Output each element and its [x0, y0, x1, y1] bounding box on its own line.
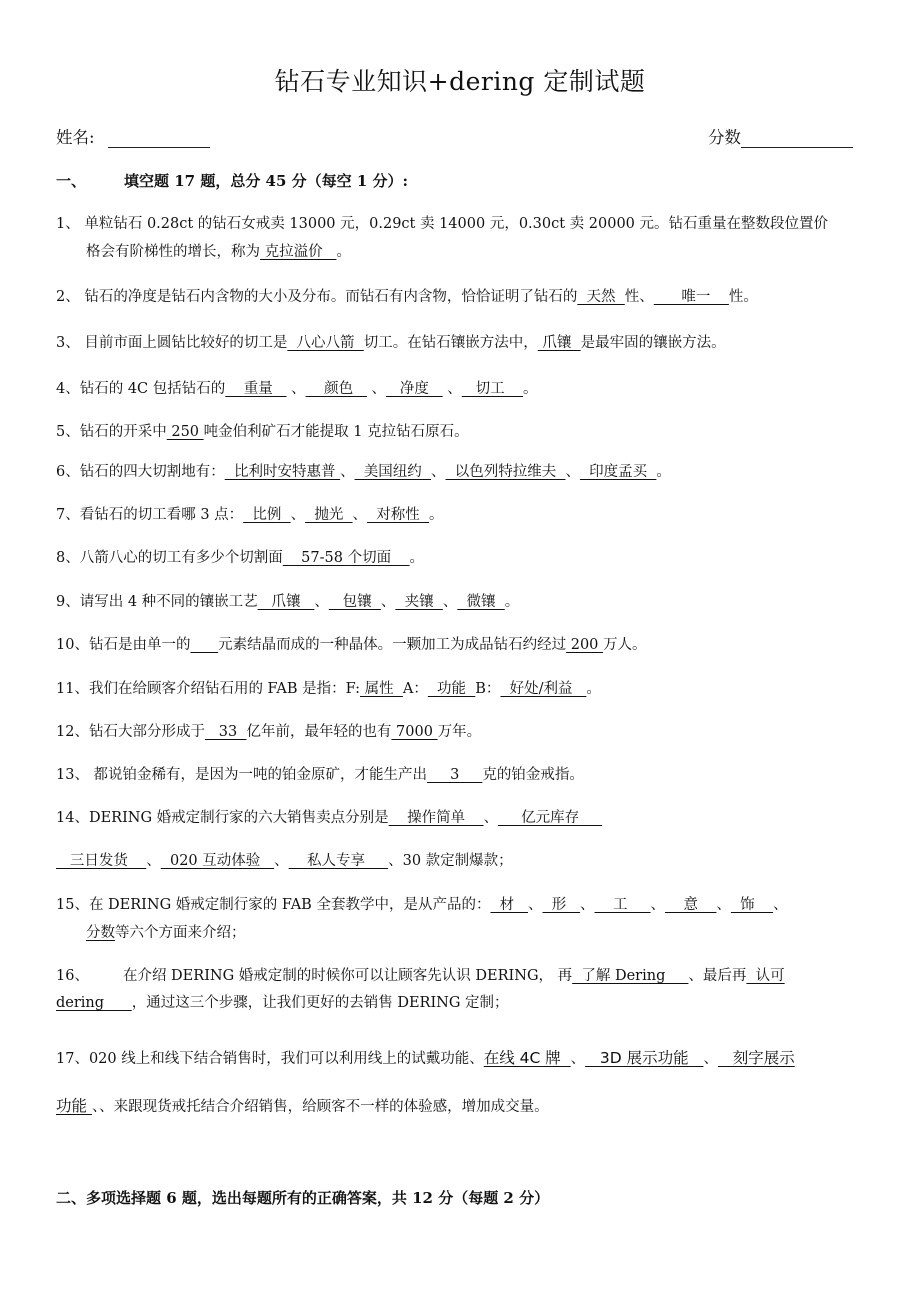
answer-4-1: 重量 [225, 381, 287, 397]
separator: 、 [286, 381, 306, 397]
answer-5-1: 250 [166, 424, 204, 440]
question-3-mid: 切工。在钻石镶嵌方法中， [363, 335, 538, 351]
answer-6-4: 印度孟买 [579, 464, 657, 480]
question-6 [56, 460, 671, 481]
score-label: 分数 [708, 128, 741, 147]
answer-12-2: 7000 [391, 724, 438, 740]
question-4 [56, 377, 538, 398]
question-13-text: 13、 都说铂金稀有，是因为一吨的铂金原矿，才能生产出 [56, 767, 428, 783]
answer-15-1: 材 [490, 897, 528, 913]
question-15-end: 等六个方面来介绍； [115, 925, 246, 941]
question-9 [56, 590, 519, 611]
answer-6-3: 以色列特拉维夫 [445, 464, 566, 480]
separator: 、 [352, 507, 368, 523]
question-15-line-2 [86, 921, 246, 942]
question-3-end: 是最牢固的镶嵌方法。 [580, 335, 726, 351]
answer-15-5: 饰 [730, 897, 774, 913]
exam-title: 钻石专业知识+dering 定制试题 [274, 67, 646, 96]
section-1-heading [56, 170, 408, 191]
answer-2-2: 唯一 [653, 289, 729, 305]
separator: 、 [340, 464, 355, 480]
question-7-text: 7、看钻石的切工看哪 3 点： [56, 507, 244, 523]
separator: 、 [380, 594, 396, 610]
name-field [56, 124, 210, 148]
question-15-text: 15、在 DERING 婚戒定制行家的 FAB 全套教学中，是从产品的： [56, 897, 491, 913]
answer-14-3: 三日发货 [56, 853, 147, 869]
answer-14-5: 私人专享 [288, 853, 389, 869]
question-14-line-1 [56, 806, 602, 827]
question-2-mid: 性、 [624, 289, 654, 305]
answer-11-2: 功能 [427, 681, 476, 697]
question-14-end: 、30 款定制爆款； [388, 853, 513, 869]
question-16-end: ，通过这三个步骤，让我们更好的去销售 DERING 定制； [131, 995, 509, 1011]
question-9-end: 。 [504, 594, 520, 610]
question-13 [56, 763, 584, 784]
question-14-text: 14、DERING 婚戒定制行家的六大销售卖点分别是 [56, 810, 389, 826]
question-17-line-1 [56, 1046, 795, 1068]
answer-13-1: 3 [427, 767, 483, 783]
question-4-end: 。 [523, 381, 538, 397]
separator: 、 [442, 594, 458, 610]
answer-4-3: 净度 [386, 381, 443, 397]
separator: 、 [650, 897, 666, 913]
separator: 、 [290, 507, 306, 523]
question-8-end: 。 [409, 550, 425, 566]
question-16-line-1 [56, 964, 785, 985]
separator: 、 [570, 1051, 586, 1067]
answer-15-2: 形 [542, 897, 581, 913]
question-9-text: 9、请写出 4 种不同的镶嵌工艺 [56, 594, 258, 610]
answer-6-1: 比利时安特惠普 [224, 464, 341, 480]
question-11-text: 11、我们在给顾客介绍钻石用的 FAB 是指：F: [56, 681, 361, 697]
question-14-line-2 [56, 849, 513, 870]
question-3 [56, 331, 726, 352]
question-2-end: 性。 [728, 289, 758, 305]
separator: 、 [716, 897, 731, 913]
question-5-end: 吨金伯利矿石才能提取 1 克拉钻石原石。 [203, 424, 469, 440]
answer-15-6: 分数 [86, 925, 115, 941]
question-10-text: 10、钻石是由单一的 [56, 637, 191, 653]
question-12 [56, 720, 481, 741]
section-2-heading: 二、多项选择题 6 题，选出每题所有的正确答案，共 12 分（每题 2 分） [56, 1189, 550, 1207]
section-1-text: 填空题 17 题，总分 45 分（每空 1 分）: [124, 172, 409, 190]
question-1-line-2 [86, 240, 351, 261]
section-1-number: 一、 [56, 172, 87, 190]
answer-17-2: 3D 展示功能 [585, 1049, 704, 1067]
separator: 、 [580, 897, 595, 913]
question-16-line-2 [56, 991, 509, 1012]
separator: 、 [565, 464, 580, 480]
question-6-end: 。 [656, 464, 671, 480]
answer-10-1 [190, 637, 218, 653]
answer-16-1: 了解 Dering [572, 968, 689, 984]
answer-10-2: 200 [566, 637, 604, 653]
separator: 、 [528, 897, 543, 913]
answer-14-1: 操作简单 [388, 810, 484, 826]
question-16-number: 16、 [56, 968, 89, 984]
question-10 [56, 633, 647, 654]
answer-11-3: 好处/利益 [500, 681, 587, 697]
question-7 [56, 503, 443, 524]
question-1-text: 1、 单粒钻石 0.28ct 的钻石女戒卖 13000 元，0.29ct 卖 14000 元，0.30ct 卖 20000 元。钻石重量在整数段位置价 [56, 216, 829, 232]
answer-7-2: 抛光 [305, 507, 353, 523]
separator: 、 [366, 381, 387, 397]
separator: 、 [442, 381, 462, 397]
answer-17-3: 刻字展示 [717, 1049, 795, 1067]
question-12-mid: 亿年前，最年轻的也有 [246, 724, 392, 740]
answer-6-2: 美国纽约 [354, 464, 431, 480]
separator: 、 [431, 464, 446, 480]
answer-4-4: 切工 [461, 381, 524, 397]
question-1-text-2: 格会有阶梯性的增长，称为 [86, 244, 260, 260]
question-11-end: 。 [586, 681, 601, 697]
answer-7-3: 对称性 [367, 507, 429, 523]
question-5 [56, 420, 469, 441]
answer-14-4: 020 互动体验 [160, 853, 275, 869]
question-11 [56, 677, 601, 698]
answer-4-2: 颜色 [305, 381, 367, 397]
name-label: 姓名: [56, 128, 95, 147]
separator: 、 [146, 853, 161, 869]
answer-16-2: 认可 [746, 968, 785, 984]
answer-17-3-cont: 功能 [56, 1097, 92, 1115]
separator: 、 [773, 897, 788, 913]
answer-9-1: 爪镶 [257, 594, 315, 610]
question-5-text: 5、钻石的开采中 [56, 424, 167, 440]
answer-3-2: 爪镶 [537, 335, 581, 351]
question-1-end: 。 [336, 244, 351, 260]
question-6-text: 6、钻石的四大切割地有： [56, 464, 225, 480]
question-1-line-1 [56, 212, 828, 233]
question-12-text: 12、钻石大部分形成于 [56, 724, 205, 740]
score-field [708, 124, 853, 148]
question-16-text: 在介绍 DERING 婚戒定制的时候你可以让顾客先认识 DERING， 再 [122, 968, 573, 984]
question-2 [56, 285, 758, 306]
question-15-line-1 [56, 893, 788, 914]
question-16-mid: 、最后再 [688, 968, 747, 984]
answer-3-1: 八心八箭 [287, 335, 364, 351]
answer-1-1: 克拉溢价 [260, 244, 337, 260]
question-12-end: 万年。 [437, 724, 482, 740]
separator: 、 [703, 1051, 718, 1067]
question-17-text: 17、020 线上和线下结合销售时，我们可以利用线上的试戴功能、 [56, 1051, 484, 1067]
answer-17-1: 在线 4C 牌 [483, 1049, 571, 1067]
score-blank[interactable] [741, 128, 853, 148]
answer-9-2: 包镶 [328, 594, 381, 610]
name-blank[interactable] [108, 128, 210, 148]
separator: 、 [274, 853, 289, 869]
question-3-text: 3、 目前市面上圆钻比较好的切工是 [56, 335, 288, 351]
question-8 [56, 546, 424, 567]
answer-9-3: 夹镶 [395, 594, 443, 610]
answer-2-1: 天然 [577, 289, 625, 305]
answer-16-2-cont: dering [56, 995, 132, 1011]
answer-15-3: 工 [594, 897, 651, 913]
answer-12-1: 33 [204, 724, 247, 740]
question-11-label-a: A： [402, 681, 428, 697]
separator: 、 [314, 594, 329, 610]
question-10-end: 万人。 [603, 637, 647, 653]
question-17-end: 、、来跟现货戒托结合介绍销售，给顾客不一样的体验感，增加成交量。 [91, 1099, 549, 1115]
question-2-text: 2、 钻石的净度是钻石内含物的大小及分布。而钻石有内含物，恰恰证明了钻石的 [56, 289, 578, 305]
question-10-mid: 元素结晶而成的一种晶体。一颗加工为成品钻石约经过 [218, 637, 567, 653]
question-4-text: 4、钻石的 4C 包括钻石的 [56, 381, 226, 397]
separator: 、 [483, 810, 499, 826]
question-7-end: 。 [428, 507, 444, 523]
question-13-end: 克的铂金戒指。 [482, 767, 584, 783]
question-11-label-b: B： [475, 681, 501, 697]
answer-14-2: 亿元库存 [498, 810, 603, 826]
answer-15-4: 意 [665, 897, 717, 913]
answer-9-4: 微镶 [457, 594, 505, 610]
answer-7-1: 比例 [243, 507, 291, 523]
answer-11-1: 属性 [360, 681, 403, 697]
answer-8-1: 57-58 个切面 [282, 550, 410, 566]
question-17-line-2 [56, 1094, 549, 1116]
question-8-text: 8、八箭八心的切工有多少个切割面 [56, 550, 283, 566]
